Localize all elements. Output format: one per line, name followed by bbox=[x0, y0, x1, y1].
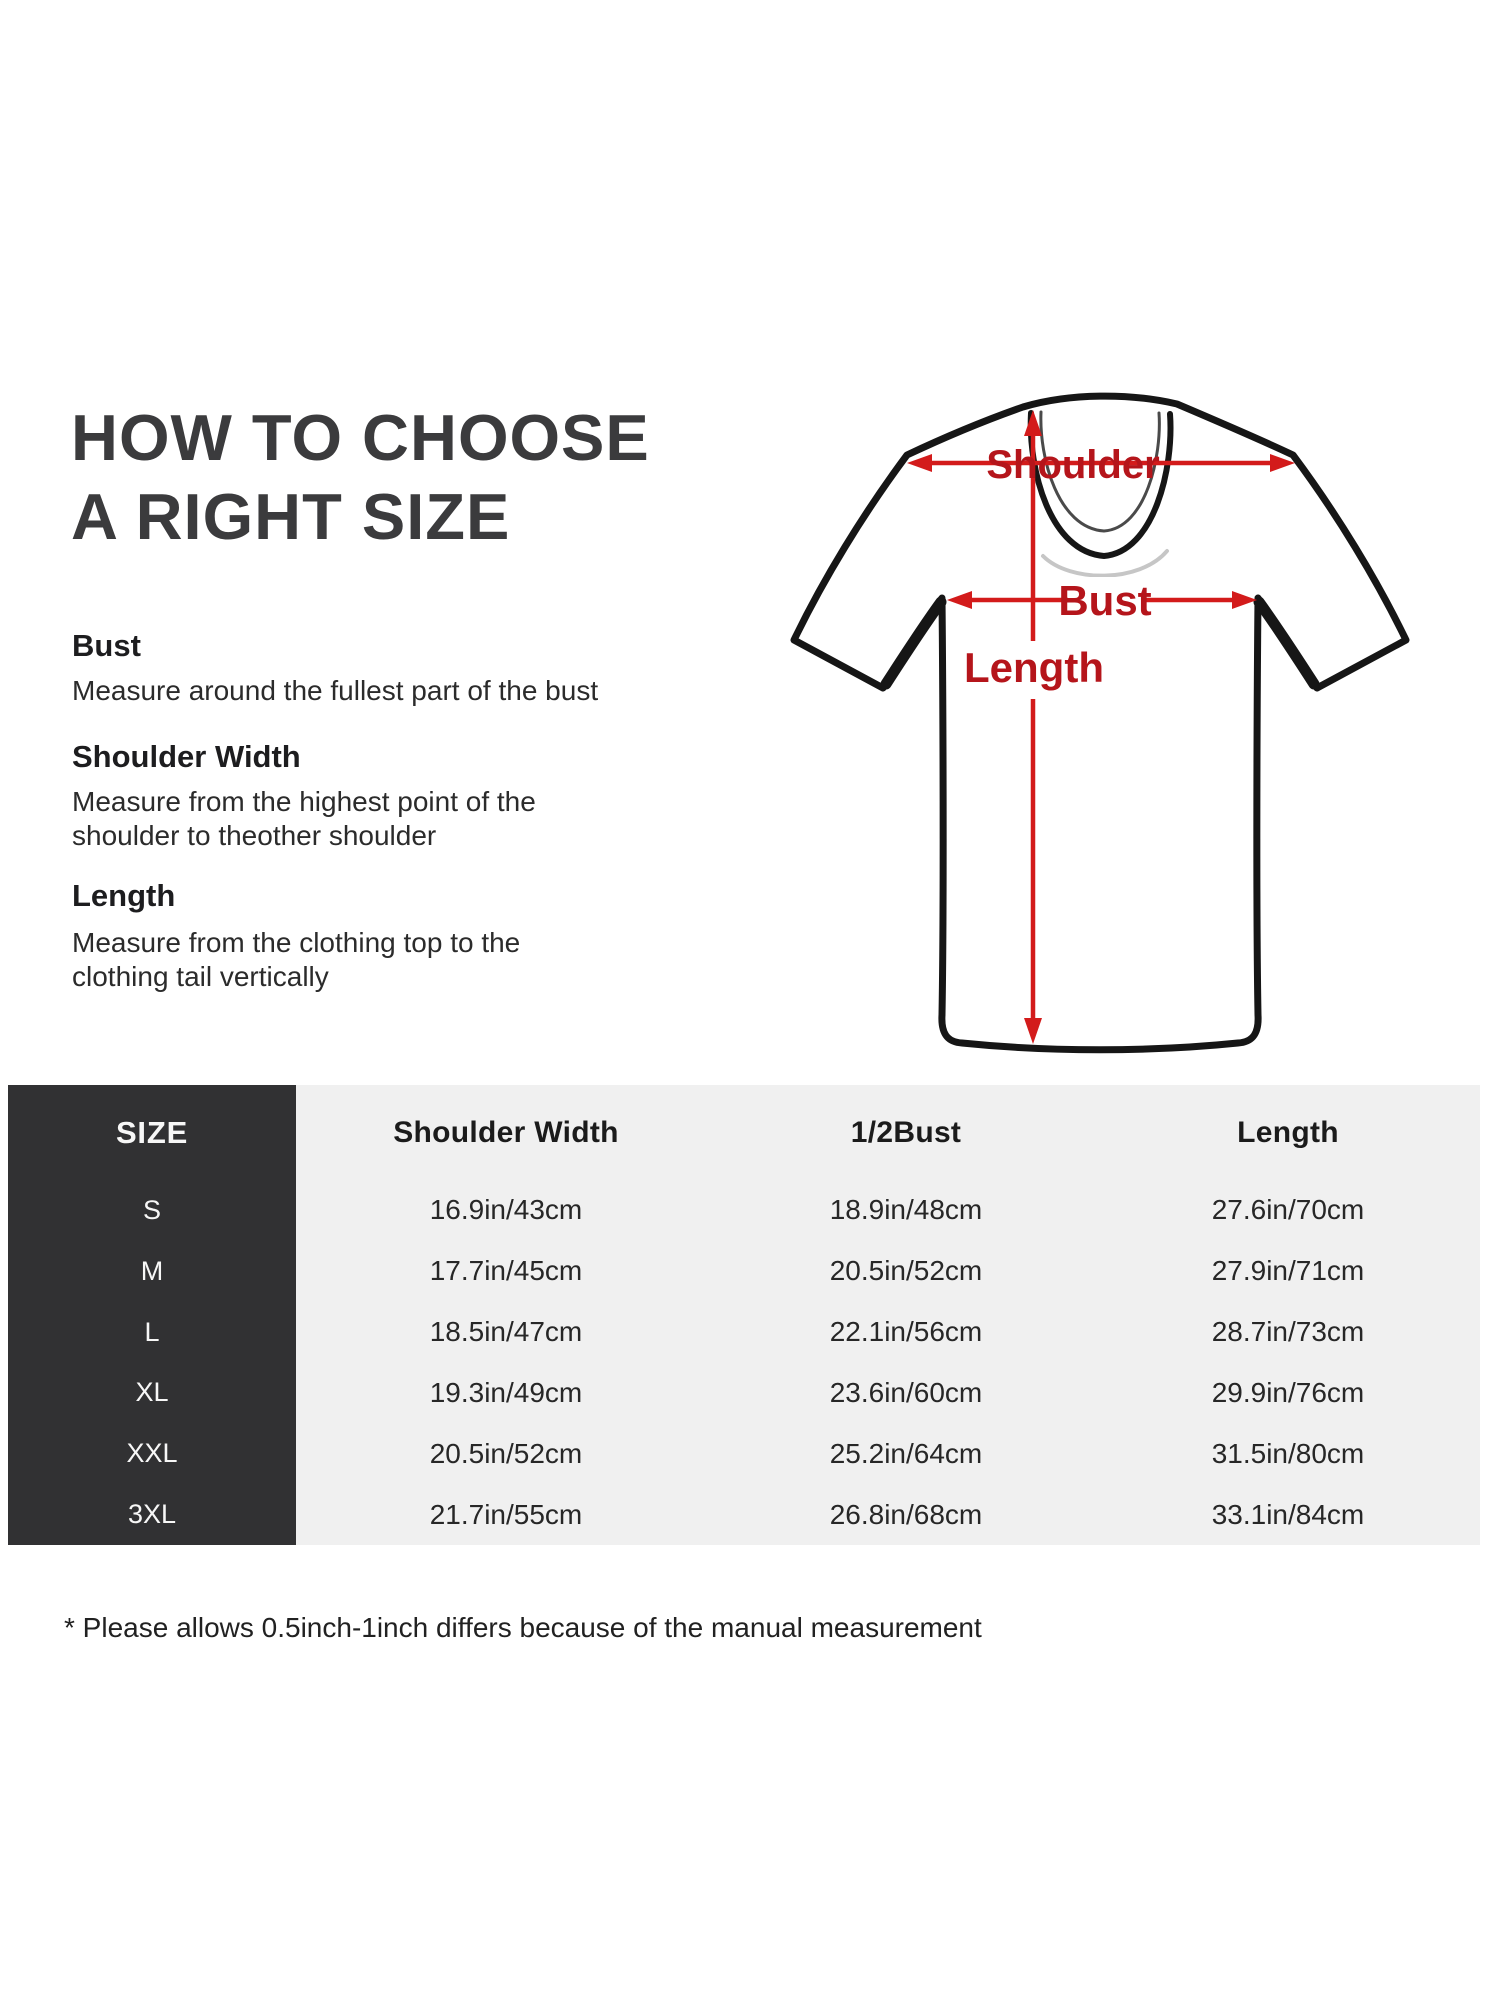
shoulder-arrow-label: Shoulder bbox=[986, 443, 1160, 487]
row-xl-bust-value: 23.6in/60cm bbox=[829, 1376, 983, 1408]
row-m-length-value: 27.9in/71cm bbox=[1211, 1255, 1365, 1287]
row-xl-shoulder-value: 19.3in/49cm bbox=[429, 1376, 583, 1408]
row-xxl-shoulder-value: 20.5in/52cm bbox=[429, 1437, 583, 1469]
column-header-half-bust: 1/2Bust bbox=[850, 1115, 962, 1149]
bust-section-body: Measure around the fullest part of the bust bbox=[72, 675, 599, 706]
row-l-shoulder-value: 18.5in/47cm bbox=[429, 1316, 583, 1348]
row-xl-length-value: 29.9in/76cm bbox=[1211, 1376, 1365, 1408]
row-xl-size-label: XL bbox=[135, 1377, 169, 1408]
row-l-size-label: L bbox=[144, 1316, 160, 1347]
row-s-length-value: 27.6in/70cm bbox=[1211, 1194, 1365, 1226]
row-m-shoulder-value: 17.7in/45cm bbox=[429, 1255, 583, 1287]
length-section-heading: Length bbox=[72, 878, 176, 913]
shoulder-section-body: Measure from the highest point of the shoulder to theother shoulder bbox=[72, 786, 536, 851]
row-3xl-bust-value: 26.8in/68cm bbox=[829, 1498, 983, 1530]
tshirt-measurement-diagram bbox=[750, 378, 1460, 1070]
size-table-grid bbox=[8, 1085, 1480, 1545]
page-title bbox=[71, 398, 650, 556]
row-l-length-value: 28.7in/73cm bbox=[1211, 1316, 1365, 1348]
row-3xl-size-label: 3XL bbox=[127, 1499, 177, 1530]
length-arrow-label: Length bbox=[964, 644, 1104, 691]
row-m-size-label: M bbox=[140, 1255, 164, 1286]
page-title-line2: A RIGHT SIZE bbox=[71, 480, 511, 553]
measurement-footnote: * Please allows 0.5inch-1inch differs because of the manual measurement bbox=[64, 1612, 982, 1643]
bust-section-heading: Bust bbox=[72, 628, 141, 663]
row-3xl-shoulder-value: 21.7in/55cm bbox=[429, 1498, 583, 1530]
column-header-shoulder-width: Shoulder Width bbox=[393, 1115, 619, 1149]
row-s-bust-value: 18.9in/48cm bbox=[829, 1194, 983, 1226]
row-s-size-label: S bbox=[142, 1194, 161, 1225]
shoulder-section-heading: Shoulder Width bbox=[72, 739, 301, 774]
column-header-size: SIZE bbox=[115, 1114, 189, 1150]
row-xxl-size-label: XXL bbox=[126, 1438, 178, 1469]
row-l-bust-value: 22.1in/56cm bbox=[829, 1316, 983, 1348]
row-s-shoulder-value: 16.9in/43cm bbox=[429, 1194, 583, 1226]
column-header-length: Length bbox=[1237, 1115, 1339, 1149]
length-section-body: Measure from the clothing top to the clothing tail vertically bbox=[72, 927, 521, 992]
row-3xl-length-value: 33.1in/84cm bbox=[1211, 1498, 1365, 1530]
size-table bbox=[8, 1085, 1480, 1545]
row-xxl-bust-value: 25.2in/64cm bbox=[829, 1437, 983, 1469]
row-m-bust-value: 20.5in/52cm bbox=[829, 1255, 983, 1287]
row-xxl-length-value: 31.5in/80cm bbox=[1211, 1437, 1365, 1469]
bust-arrow-label: Bust bbox=[1058, 577, 1152, 624]
page-title-line1: HOW TO CHOOSE bbox=[71, 401, 650, 474]
